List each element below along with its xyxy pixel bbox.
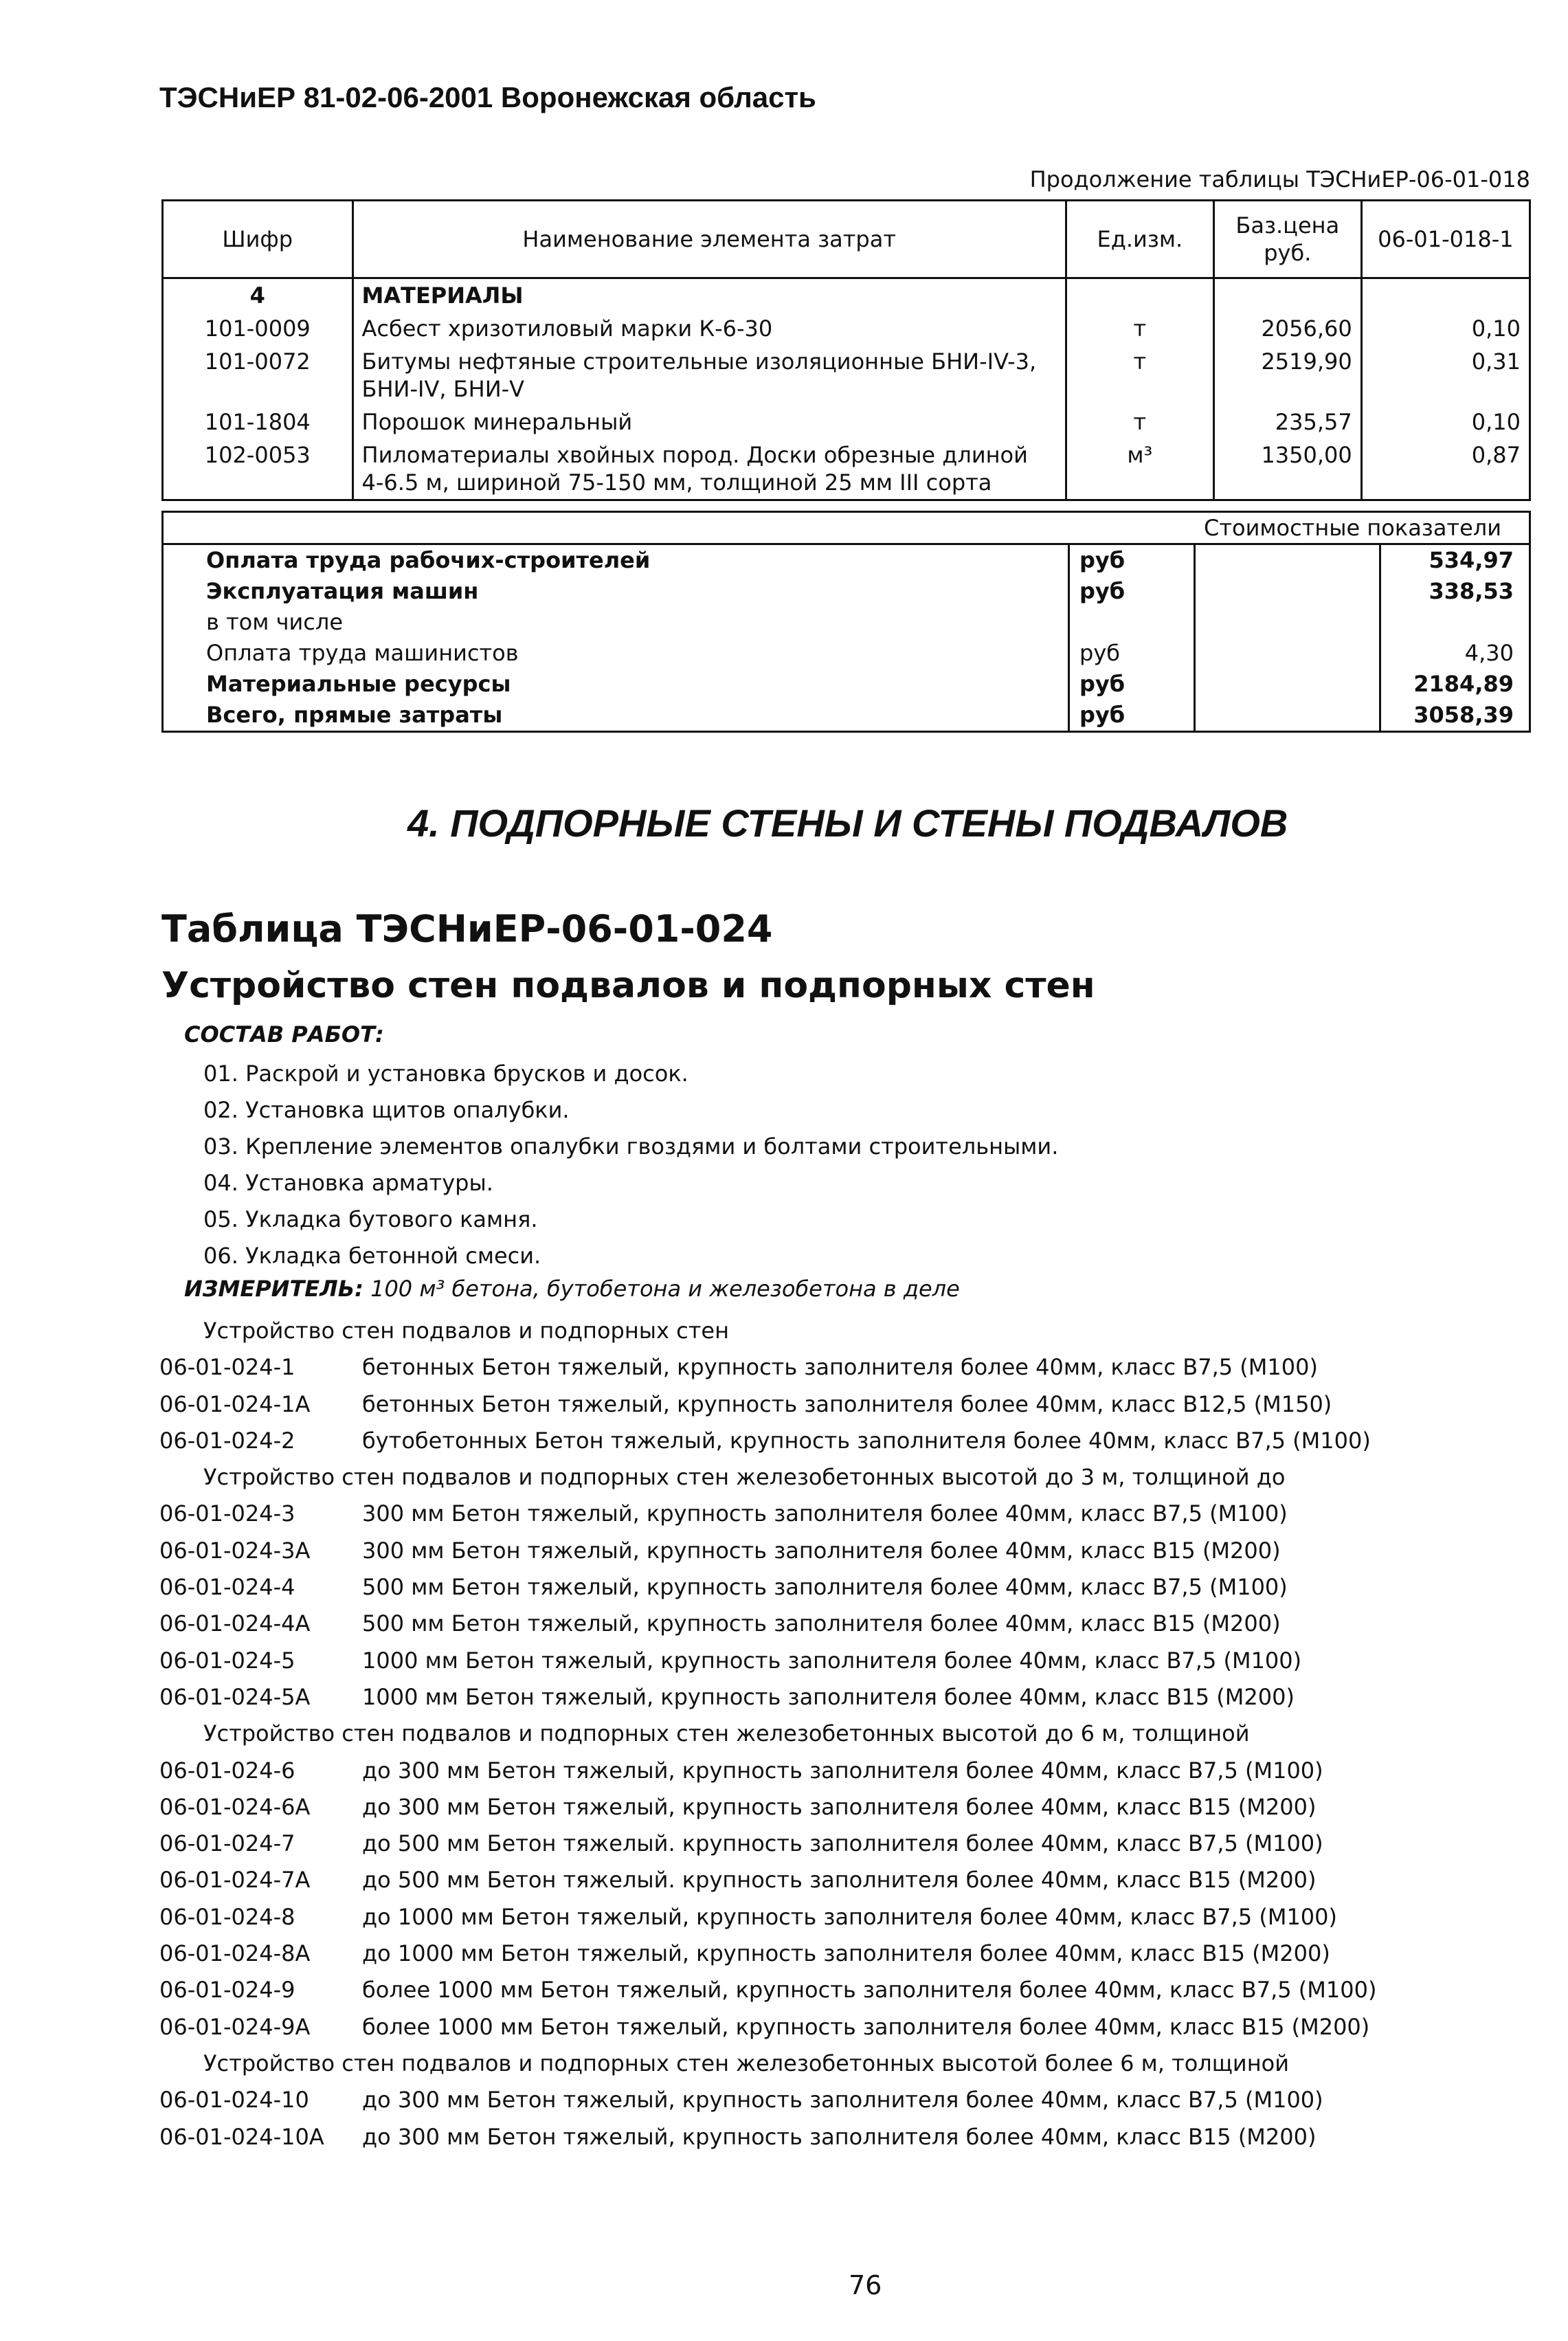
norms-list bbox=[159, 1313, 1376, 2155]
measurement-text: 100 м³ бетона, бутобетона и железобетона в деле bbox=[370, 1276, 960, 1302]
norm-description: 1000 мм Бетон тяжелый, крупность заполнителя более 40мм, класс В7,5 (М100) bbox=[362, 1647, 1302, 1674]
norm-description: более 1000 мм Бетон тяжелый, крупность заполнителя более 40мм, класс В7,5 (М100) bbox=[362, 1977, 1377, 2004]
norm-description: до 300 мм Бетон тяжелый, крупность заполнителя более 40мм, класс В7,5 (М100) bbox=[362, 2087, 1323, 2113]
resource-price: 235,57 bbox=[1213, 406, 1361, 439]
cost-value: 4,30 bbox=[1464, 640, 1514, 666]
table-subtitle: Устройство стен подвалов и подпорных стен bbox=[161, 965, 1095, 1006]
resources-table bbox=[161, 199, 1531, 501]
norm-description: 1000 мм Бетон тяжелый, крупность заполнителя более 40мм, класс В15 (М200) bbox=[362, 1683, 1295, 1710]
norm-code: 06-01-024-2 bbox=[159, 1427, 295, 1454]
norm-description: 500 мм Бетон тяжелый, крупность заполнителя более 40мм, класс В7,5 (М100) bbox=[362, 1574, 1288, 1601]
cost-label: Оплата труда рабочих-строителей bbox=[206, 547, 651, 573]
measurement-unit bbox=[184, 1276, 960, 1302]
norm-code: 06-01-024-4А bbox=[159, 1610, 311, 1637]
norm-code: 06-01-024-9А bbox=[159, 2013, 311, 2040]
cost-empty bbox=[1196, 700, 1381, 731]
cost-value: 3058,39 bbox=[1413, 702, 1514, 728]
col-price-header: Баз.цена руб. bbox=[1213, 201, 1361, 278]
list-item bbox=[159, 1606, 1376, 1642]
measurement-label: ИЗМЕРИТЕЛЬ: bbox=[184, 1276, 363, 1302]
list-item bbox=[159, 1826, 1376, 1862]
list-item bbox=[159, 2119, 1376, 2155]
cost-header: Стоимостные показатели bbox=[164, 513, 1529, 545]
group-header: Устройство стен подвалов и подпорных стен железобетонных высотой до 6 м, толщиной bbox=[203, 1720, 1250, 1747]
norm-description: до 300 мм Бетон тяжелый, крупность заполнителя более 40мм, класс В15 (М200) bbox=[362, 1793, 1317, 1820]
cost-row bbox=[164, 576, 1529, 607]
list-item bbox=[159, 1423, 1376, 1459]
resource-code: 101-1804 bbox=[163, 406, 353, 439]
list-item bbox=[159, 1386, 1376, 1423]
norm-description: 300 мм Бетон тяжелый, крупность заполнителя более 40мм, класс В15 (М200) bbox=[362, 1537, 1281, 1564]
norm-code: 06-01-024-5А bbox=[159, 1683, 311, 1710]
list-item bbox=[159, 1935, 1376, 1972]
work-item: 04. Установка арматуры. bbox=[203, 1170, 493, 1196]
table-continuation-note: Продолжение таблицы ТЭСНиЕР-06-01-018 bbox=[1029, 166, 1530, 192]
col-code-header: Шифр bbox=[163, 201, 353, 278]
resource-name: Битумы нефтяные строительные изоляционные БНИ-IV-3, БНИ-IV, БНИ-V bbox=[352, 345, 1066, 406]
resource-name: Пиломатериалы хвойных пород. Доски обрезные длиной 4-6.5 м, шириной 75-150 мм, толщиной 25 мм III сорта bbox=[352, 439, 1066, 500]
table-row bbox=[163, 345, 1530, 406]
table-row bbox=[163, 439, 1530, 500]
resource-name: Асбест хризотиловый марки К-6-30 bbox=[352, 312, 1066, 345]
list-item bbox=[159, 1679, 1376, 1716]
norm-code: 06-01-024-6 bbox=[159, 1757, 295, 1784]
work-item: 06. Укладка бетонной смеси. bbox=[203, 1243, 541, 1269]
group-header: Устройство стен подвалов и подпорных стен железобетонных высотой более 6 м, толщиной bbox=[203, 2050, 1289, 2076]
section-title: 4. ПОДПОРНЫЕ СТЕНЫ И СТЕНЫ ПОДВАЛОВ bbox=[407, 801, 1288, 845]
resource-code: 101-0009 bbox=[163, 312, 353, 345]
resource-code: 102-0053 bbox=[163, 439, 353, 500]
norm-description: 300 мм Бетон тяжелый, крупность заполнителя более 40мм, класс В7,5 (М100) bbox=[362, 1500, 1288, 1527]
norm-description: бетонных Бетон тяжелый, крупность заполнителя более 40мм, класс В7,5 (М100) bbox=[362, 1354, 1318, 1381]
cost-unit: руб bbox=[1068, 576, 1196, 607]
work-item: 03. Крепление элементов опалубки гвоздями и болтами строительными. bbox=[203, 1133, 1059, 1160]
resource-price: 1350,00 bbox=[1213, 439, 1361, 500]
list-item bbox=[159, 1533, 1376, 1569]
list-item bbox=[159, 1862, 1376, 1898]
norm-description: до 300 мм Бетон тяжелый, крупность заполнителя более 40мм, класс В7,5 (М100) bbox=[362, 1757, 1323, 1784]
cost-value: 338,53 bbox=[1429, 578, 1514, 604]
cost-row bbox=[164, 700, 1529, 731]
norm-code: 06-01-024-3 bbox=[159, 1500, 295, 1527]
cost-unit bbox=[1068, 607, 1196, 638]
list-item bbox=[159, 1753, 1376, 1789]
resource-norm: 0,10 bbox=[1361, 406, 1530, 439]
norm-description: 500 мм Бетон тяжелый, крупность заполнителя более 40мм, класс В15 (М200) bbox=[362, 1610, 1281, 1637]
cost-label: Материальные ресурсы bbox=[206, 671, 511, 697]
norm-description: до 500 мм Бетон тяжелый. крупность заполнителя более 40мм, класс В15 (М200) bbox=[362, 1867, 1317, 1894]
col-name-header: Наименование элемента затрат bbox=[352, 201, 1066, 278]
norm-code: 06-01-024-8А bbox=[159, 1940, 311, 1967]
cost-label: Всего, прямые затраты bbox=[206, 702, 503, 728]
cost-empty bbox=[1196, 576, 1381, 607]
cost-unit: руб bbox=[1068, 545, 1196, 576]
section-name: МАТЕРИАЛЫ bbox=[352, 278, 1066, 313]
resource-unit: т bbox=[1066, 406, 1213, 439]
cost-row bbox=[164, 607, 1529, 638]
col-norm-header: 06-01-018-1 bbox=[1361, 201, 1530, 278]
cost-label: Оплата труда машинистов bbox=[206, 640, 519, 666]
col-unit-header: Ед.изм. bbox=[1066, 201, 1213, 278]
cost-value: 534,97 bbox=[1429, 547, 1514, 573]
resource-code: 101-0072 bbox=[163, 345, 353, 406]
group-header: Устройство стен подвалов и подпорных стен железобетонных высотой до 3 м, толщиной до bbox=[203, 1464, 1286, 1491]
cost-value bbox=[1381, 607, 1529, 638]
cost-empty bbox=[1196, 545, 1381, 576]
resource-price: 2519,90 bbox=[1213, 345, 1361, 406]
cost-indicators bbox=[161, 511, 1531, 733]
resource-unit: т bbox=[1066, 345, 1213, 406]
cost-label: Эксплуатация машин bbox=[206, 578, 479, 604]
work-item: 05. Укладка бутового камня. bbox=[203, 1206, 538, 1232]
list-item bbox=[159, 1899, 1376, 1935]
norm-code: 06-01-024-9 bbox=[159, 1977, 295, 2004]
list-item bbox=[159, 1496, 1376, 1532]
norm-code: 06-01-024-1 bbox=[159, 1354, 295, 1381]
page-number: 76 bbox=[849, 2270, 882, 2300]
norm-code: 06-01-024-10А bbox=[159, 2123, 324, 2150]
norm-code: 06-01-024-7 bbox=[159, 1830, 295, 1857]
norm-code: 06-01-024-5 bbox=[159, 1647, 295, 1674]
norm-code: 06-01-024-8 bbox=[159, 1903, 295, 1930]
norm-code: 06-01-024-3А bbox=[159, 1537, 311, 1564]
cost-row bbox=[164, 545, 1529, 576]
resource-unit: т bbox=[1066, 312, 1213, 345]
table-row bbox=[163, 312, 1530, 345]
norm-code: 06-01-024-6А bbox=[159, 1793, 311, 1820]
norm-code: 06-01-024-7А bbox=[159, 1867, 311, 1894]
work-composition-list bbox=[203, 1056, 1058, 1274]
norm-description: до 1000 мм Бетон тяжелый, крупность заполнителя более 40мм, класс В15 (М200) bbox=[362, 1940, 1330, 1967]
norm-code: 06-01-024-1А bbox=[159, 1390, 311, 1417]
cost-empty bbox=[1196, 669, 1381, 700]
norm-description: бутобетонных Бетон тяжелый, крупность заполнителя более 40мм, класс В7,5 (М100) bbox=[362, 1427, 1371, 1454]
cost-empty bbox=[1196, 607, 1381, 638]
document-title: ТЭСНиЕР 81-02-06-2001 Воронежская область bbox=[159, 81, 816, 113]
resource-norm: 0,10 bbox=[1361, 312, 1530, 345]
cost-unit: руб bbox=[1068, 638, 1196, 669]
work-item: 02. Установка щитов опалубки. bbox=[203, 1097, 570, 1123]
cost-unit: руб bbox=[1068, 669, 1196, 700]
cost-value: 2184,89 bbox=[1413, 671, 1514, 697]
table-title: Таблица ТЭСНиЕР-06-01-024 bbox=[161, 907, 773, 951]
list-item bbox=[159, 1643, 1376, 1679]
work-item: 01. Раскрой и установка брусков и досок. bbox=[203, 1061, 688, 1087]
cost-row bbox=[164, 669, 1529, 700]
cost-empty bbox=[1196, 638, 1381, 669]
group-header: Устройство стен подвалов и подпорных стен bbox=[203, 1318, 729, 1344]
list-item bbox=[159, 1789, 1376, 1826]
list-item bbox=[159, 2082, 1376, 2118]
table-row bbox=[163, 406, 1530, 439]
resource-norm: 0,87 bbox=[1361, 439, 1530, 500]
list-item bbox=[159, 1972, 1376, 2008]
list-item bbox=[159, 1569, 1376, 1606]
resource-name: Порошок минеральный bbox=[352, 406, 1066, 439]
resource-norm: 0,31 bbox=[1361, 345, 1530, 406]
cost-label: в том числе bbox=[206, 609, 343, 635]
norm-description: более 1000 мм Бетон тяжелый, крупность заполнителя более 40мм, класс В15 (М200) bbox=[362, 2013, 1370, 2040]
resource-price: 2056,60 bbox=[1213, 312, 1361, 345]
norm-description: до 300 мм Бетон тяжелый, крупность заполнителя более 40мм, класс В15 (М200) bbox=[362, 2123, 1317, 2150]
norm-code: 06-01-024-10 bbox=[159, 2087, 309, 2113]
norm-code: 06-01-024-4 bbox=[159, 1574, 295, 1601]
list-item bbox=[159, 1349, 1376, 1386]
work-composition-label: СОСТАВ РАБОТ: bbox=[184, 1021, 384, 1047]
section-number: 4 bbox=[163, 278, 353, 313]
norm-description: до 500 мм Бетон тяжелый. крупность заполнителя более 40мм, класс В7,5 (М100) bbox=[362, 1830, 1323, 1857]
list-item bbox=[159, 2009, 1376, 2045]
norm-description: бетонных Бетон тяжелый, крупность заполнителя более 40мм, класс В12,5 (М150) bbox=[362, 1390, 1332, 1417]
resource-unit: м³ bbox=[1066, 439, 1213, 500]
cost-row bbox=[164, 638, 1529, 669]
cost-unit: руб bbox=[1068, 700, 1196, 731]
norm-description: до 1000 мм Бетон тяжелый, крупность заполнителя более 40мм, класс В7,5 (М100) bbox=[362, 1903, 1337, 1930]
